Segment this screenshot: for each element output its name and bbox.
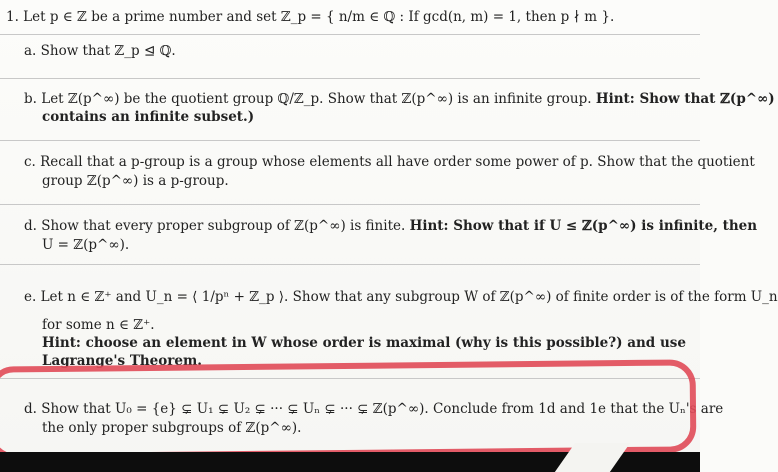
part-b-hint: Hint: Show that ℤ(p^∞)	[595, 91, 775, 107]
part-d-text: d. Show that every proper subgroup of ℤ(p^∞) is finite.	[24, 218, 406, 234]
part-f-line2: the only proper subgroups of ℤ(p^∞).	[42, 420, 302, 436]
part-e-line2: for some n ∈ ℤ⁺.	[42, 317, 155, 333]
part-b-line2: contains an infinite subset.)	[42, 109, 255, 125]
divider	[0, 264, 700, 265]
part-d-line2: U = ℤ(p^∞).	[42, 237, 130, 253]
part-d-hint: Hint: Show that if U ≤ ℤ(p^∞) is infinite, then	[409, 218, 758, 234]
divider	[0, 78, 700, 79]
part-e-line1: e. Let n ∈ ℤ⁺ and U_n = ⟨ 1/pⁿ + ℤ_p ⟩. Show that any subgroup W of ℤ(p^∞) of finite order is of the form U_n	[24, 289, 778, 305]
divider	[0, 34, 700, 35]
part-b-text: b. Let ℤ(p^∞) be the quotient group ℚ/ℤ_p. Show that ℤ(p^∞) is an infinite group.	[24, 91, 592, 107]
divider	[0, 140, 700, 141]
part-c-line1: c. Recall that a p-group is a group whose elements all have order some power of p. Show that the quotient	[24, 154, 755, 170]
part-f-line1: d. Show that U₀ = {e} ⊊ U₁ ⊊ U₂ ⊊ ··· ⊊ Uₙ ⊊ ··· ⊊ ℤ(p^∞). Conclude from 1d and 1e that the Uₙ's are	[24, 401, 724, 417]
part-c-line2: group ℤ(p^∞) is a p-group.	[42, 173, 229, 189]
divider	[0, 204, 700, 205]
part-e-hint2: Lagrange's Theorem.	[42, 353, 202, 369]
part-b-line1	[24, 90, 775, 108]
part-e-hint1: Hint: choose an element in W whose order is maximal (why is this possible?) and use	[42, 335, 686, 351]
part-a: a. Show that ℤ_p ⊴ ℚ.	[24, 43, 176, 59]
part-d-line1	[24, 217, 757, 235]
problem-header: 1. Let p ∈ ℤ be a prime number and set ℤ_p = { n/m ∈ ℚ : If gcd(n, m) = 1, then p ∤ m }.	[6, 9, 615, 25]
